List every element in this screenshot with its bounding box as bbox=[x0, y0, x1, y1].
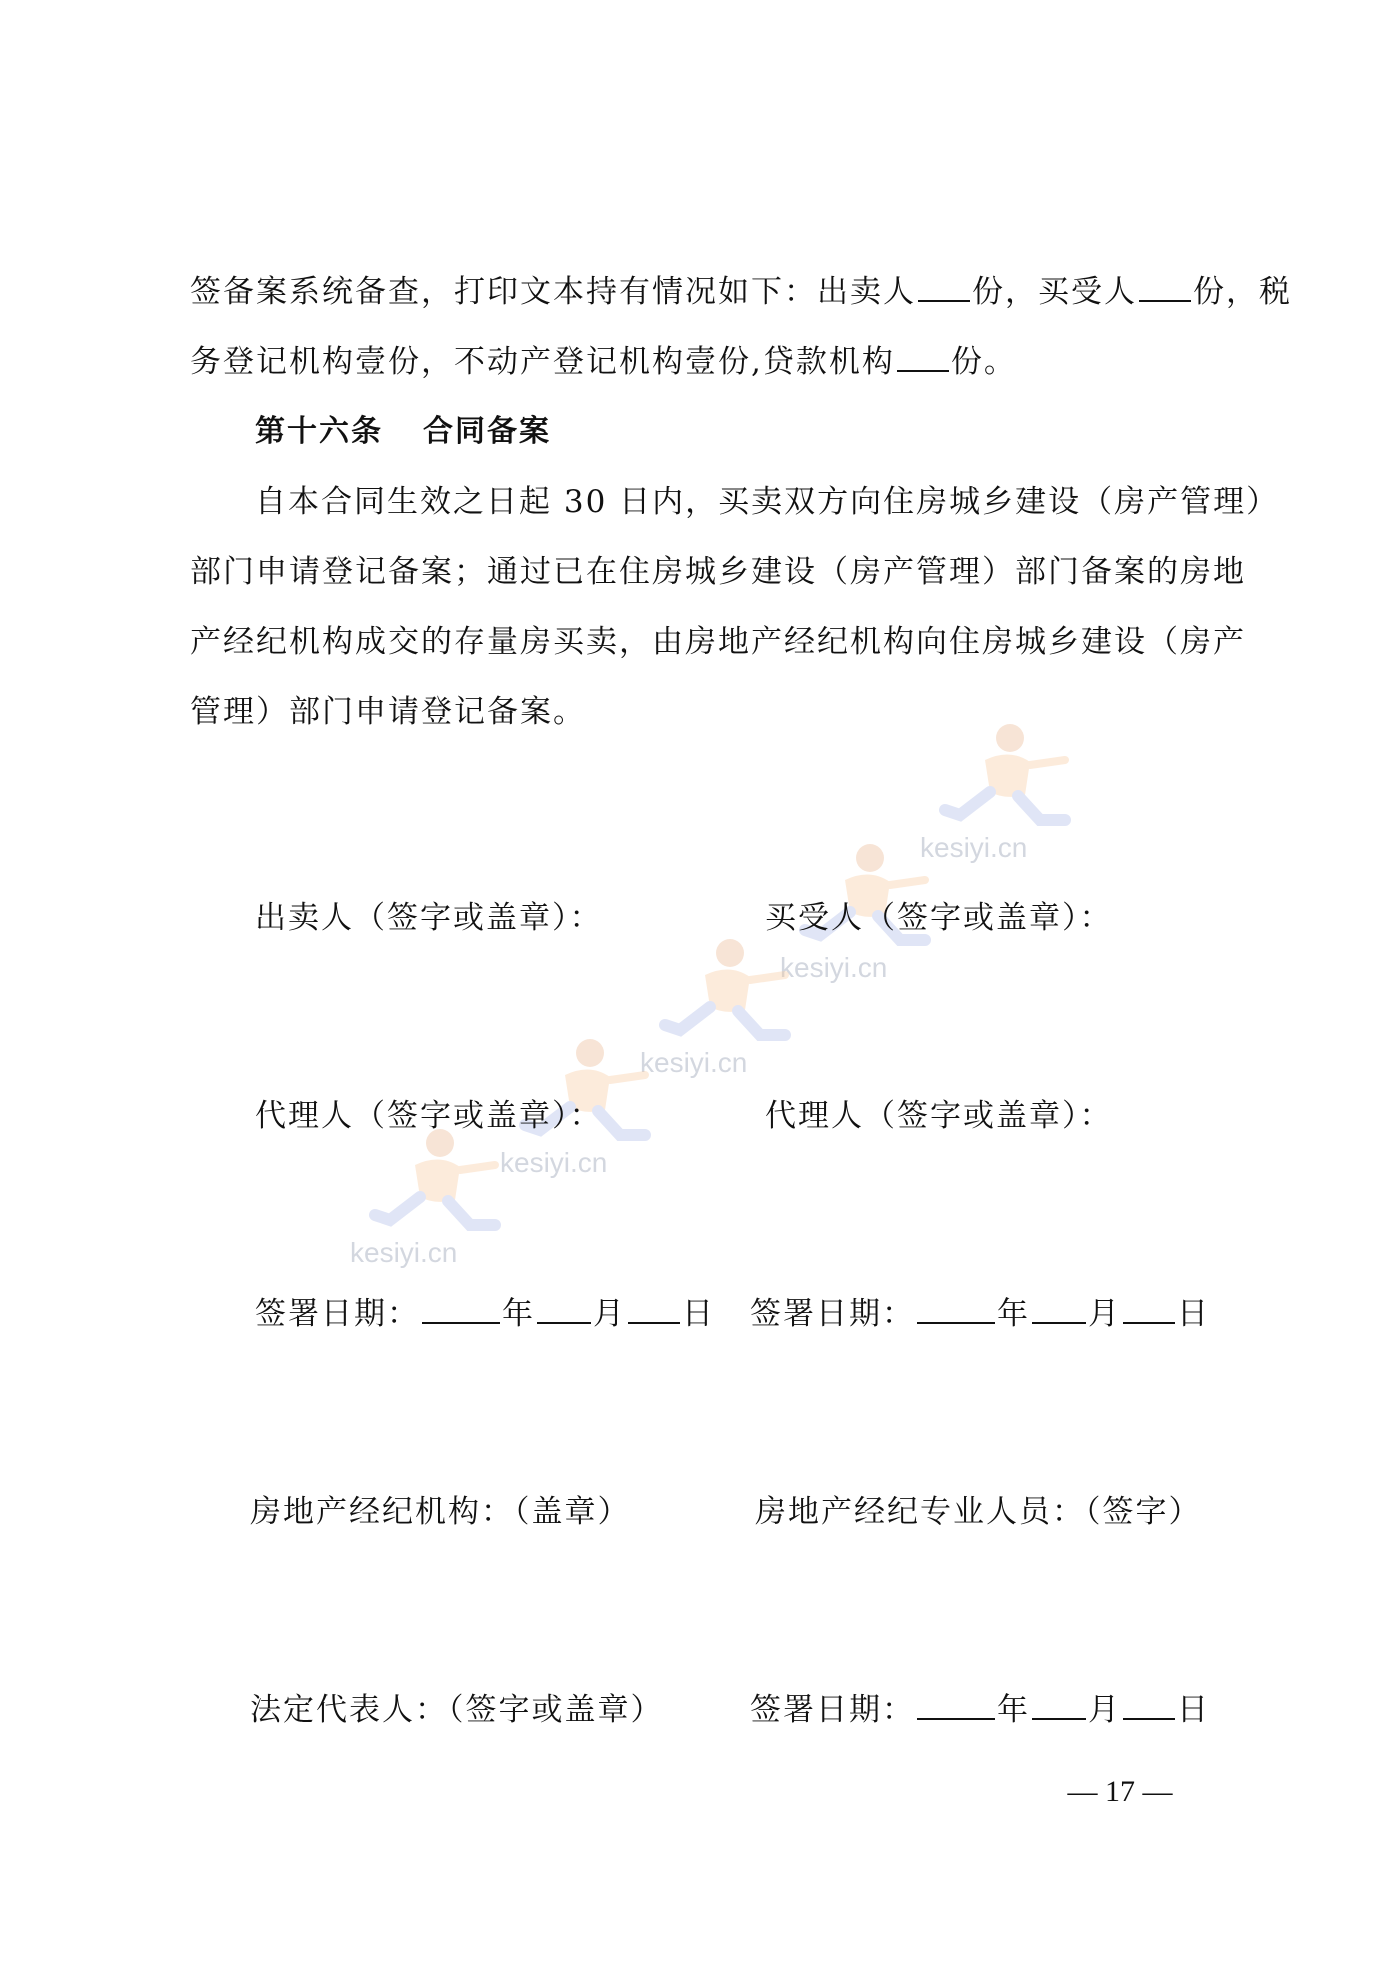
signing-date-left bbox=[255, 1294, 715, 1334]
agent-signature-left: 代理人（签字或盖章）： bbox=[255, 1098, 603, 1134]
text-segment: 份，买受人 bbox=[972, 274, 1137, 310]
year-blank bbox=[917, 1692, 995, 1720]
date-label: 签署日期： bbox=[255, 1296, 420, 1332]
page-number: — 17 — bbox=[1067, 1775, 1173, 1808]
text-segment: 签备案系统备查，打印文本持有情况如下：出卖人 bbox=[190, 274, 916, 310]
signing-date-right bbox=[750, 1294, 1210, 1334]
date-label: 签署日期： bbox=[750, 1692, 915, 1728]
blank-underline bbox=[918, 274, 970, 302]
day-blank bbox=[1123, 1692, 1175, 1720]
seller-signature: 出卖人（签字或盖章）： bbox=[255, 900, 603, 936]
agency-seal: 房地产经纪机构：（盖章） bbox=[250, 1494, 631, 1530]
blank-underline bbox=[1139, 274, 1191, 302]
article-body-line: 自本合同生效之日起 30 日内，买卖双方向住房城乡建设（房产管理） bbox=[255, 484, 1280, 520]
year-blank bbox=[917, 1296, 995, 1324]
agent-professional-signature: 房地产经纪专业人员：（签字） bbox=[755, 1494, 1202, 1530]
day-label: 日 bbox=[682, 1296, 715, 1332]
month-blank bbox=[1032, 1692, 1086, 1720]
month-label: 月 bbox=[1088, 1692, 1121, 1728]
blank-underline bbox=[897, 344, 949, 372]
day-label: 日 bbox=[1177, 1692, 1210, 1728]
text-segment: 份。 bbox=[950, 344, 1017, 380]
month-label: 月 bbox=[593, 1296, 626, 1332]
year-blank bbox=[422, 1296, 500, 1324]
watermark-figure bbox=[640, 935, 800, 1085]
year-label: 年 bbox=[997, 1296, 1030, 1332]
article-body-line: 部门申请登记备案；通过已在住房城乡建设（房产管理）部门备案的房地 bbox=[190, 554, 1246, 590]
day-blank bbox=[1123, 1296, 1175, 1324]
agent-signature-right: 代理人（签字或盖章）： bbox=[765, 1098, 1113, 1134]
article-heading bbox=[255, 412, 1295, 452]
legal-representative-signature: 法定代表人：（签字或盖章） bbox=[250, 1692, 664, 1728]
month-label: 月 bbox=[1088, 1296, 1121, 1332]
paragraph-line bbox=[190, 342, 1230, 382]
text-segment: 务登记机构壹份，不动产登记机构壹份,贷款机构 bbox=[190, 344, 895, 380]
watermark-text: kesiyi.cn bbox=[350, 1237, 458, 1268]
watermark-text: kesiyi.cn bbox=[500, 1147, 608, 1178]
text-segment: 份，税 bbox=[1193, 274, 1292, 310]
watermark-text: kesiyi.cn bbox=[920, 832, 1028, 863]
watermark-text: kesiyi.cn bbox=[780, 952, 888, 983]
article-body-line: 产经纪机构成交的存量房买卖，由房地产经纪机构向住房城乡建设（房产 bbox=[190, 624, 1246, 660]
month-blank bbox=[537, 1296, 591, 1324]
year-label: 年 bbox=[502, 1296, 535, 1332]
date-label: 签署日期： bbox=[750, 1296, 915, 1332]
watermark-figure bbox=[920, 720, 1080, 870]
buyer-signature: 买受人（签字或盖章）： bbox=[765, 900, 1113, 936]
paragraph-line bbox=[190, 272, 1292, 312]
article-body-line: 管理）部门申请登记备案。 bbox=[190, 694, 586, 730]
day-blank bbox=[628, 1296, 680, 1324]
signing-date-bottom bbox=[750, 1690, 1210, 1730]
article-title: 合同备案 bbox=[423, 414, 551, 449]
day-label: 日 bbox=[1177, 1296, 1210, 1332]
month-blank bbox=[1032, 1296, 1086, 1324]
article-number: 第十六条 bbox=[255, 414, 383, 449]
year-label: 年 bbox=[997, 1692, 1030, 1728]
watermark-text: kesiyi.cn bbox=[640, 1047, 748, 1078]
watermark-figure bbox=[350, 1125, 510, 1275]
